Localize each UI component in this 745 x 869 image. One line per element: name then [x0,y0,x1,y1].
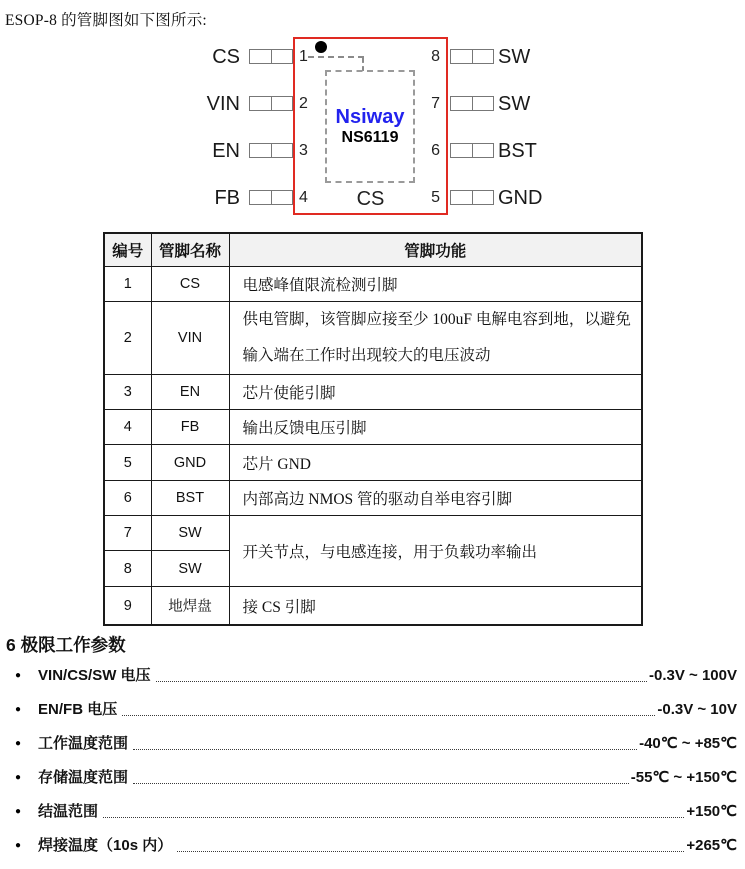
cell-num: 5 [104,445,151,481]
header-function: 管脚功能 [229,233,642,266]
pin-number-2: 2 [299,95,308,112]
limit-item-junction-temp [0,801,745,822]
limit-item-operating-temp [0,733,745,754]
section-heading: 6 极限工作参数 [6,635,126,655]
cell-func: 接 CS 引脚 [229,587,642,625]
dot-leader [177,851,684,852]
cell-name: EN [151,375,229,410]
pin-pad-4 [249,190,293,205]
limit-item-soldering-temp [0,835,745,856]
pin-label-sw7: SW [498,93,531,115]
cell-name: BST [151,481,229,516]
exposed-pad-outline [325,70,415,183]
bullet-icon: ● [15,805,22,817]
pin-pad-6 [450,143,494,158]
pin-pad-5 [450,190,494,205]
table-row [104,445,642,481]
limit-value: +265℃ [686,837,737,854]
cell-num: 6 [104,481,151,516]
cell-func: 供电管脚，该管脚应接至少 100uF 电解电容到地，以避免输入端在工作时出现较大的电压波动 [229,301,642,375]
cell-name: SW [151,551,229,587]
limit-label: VIN/CS/SW 电压 [38,667,151,684]
table-row [104,587,642,625]
pin-function-table [103,232,643,626]
pin-number-1: 1 [299,48,308,65]
part-number: NS6119 [341,128,399,146]
table-row [104,410,642,445]
bullet-icon: ● [15,839,22,851]
pin-label-sw8: SW [498,46,531,68]
table-header-row [104,233,642,266]
cell-func: 芯片使能引脚 [229,375,642,410]
cell-func: 输出反馈电压引脚 [229,410,642,445]
pin-number-5: 5 [431,189,440,206]
pin-pad-3 [249,143,293,158]
pin-number-4: 4 [299,189,308,206]
header-pin-name: 管脚名称 [151,233,229,266]
cell-num: 3 [104,375,151,410]
pin-label-bst: BST [498,140,537,162]
dot-leader [133,749,637,750]
cell-name: VIN [151,301,229,375]
table-row [104,481,642,516]
bullet-icon: ● [15,669,22,681]
pin-number-6: 6 [431,142,440,159]
table-row [104,375,642,410]
pin-pad-8 [450,49,494,64]
pad-net-label: CS [356,188,385,210]
cell-name: CS [151,266,229,301]
dot-leader [133,783,629,784]
limit-label: 焊接温度（10s 内） [38,837,173,854]
pin-number-7: 7 [431,95,440,112]
cell-name: FB [151,410,229,445]
limit-value: -0.3V ~ 100V [649,667,737,684]
dot-leader [156,681,647,682]
pin-label-gnd: GND [498,187,543,209]
limit-value: -0.3V ~ 10V [657,701,737,718]
header-number: 编号 [104,233,151,266]
limits-list [0,665,745,869]
limit-label: EN/FB 电压 [38,701,118,718]
bullet-icon: ● [15,703,22,715]
bullet-icon: ● [15,737,22,749]
cell-num: 1 [104,266,151,301]
cell-num: 9 [104,587,151,625]
cell-name: SW [151,516,229,551]
cell-num: 4 [104,410,151,445]
cell-name: GND [151,445,229,481]
pin-number-8: 8 [431,48,440,65]
pin-label-en: EN [212,140,240,162]
pin-pad-7 [450,96,494,111]
cell-func: 芯片 GND [229,445,642,481]
pin-number-3: 3 [299,142,308,159]
cell-num: 8 [104,551,151,587]
limit-value: +150℃ [686,803,737,820]
table-row [104,266,642,301]
cell-num: 7 [104,516,151,551]
cell-func-merged: 开关节点，与电感连接，用于负载功率输出 [229,516,642,587]
limit-label: 存储温度范围 [38,769,129,786]
limit-value: -40℃ ~ +85℃ [639,735,737,752]
table-row [104,301,642,375]
pin-label-cs: CS [212,46,240,68]
bullet-icon: ● [15,771,22,783]
limit-item-storage-temp [0,767,745,788]
pin-label-fb: FB [214,187,240,209]
limit-label: 结温范围 [38,803,99,820]
limit-item-vin-cs-sw [0,665,745,686]
intro-text: ESOP-8 的管脚图如下图所示: [5,12,207,29]
brand-logo-text: Nsiway [335,105,405,128]
cell-func: 电感峰值限流检测引脚 [229,266,642,301]
pin-label-vin: VIN [206,93,240,115]
table-row [104,516,642,551]
cell-func: 内部高边 NMOS 管的驱动自举电容引脚 [229,481,642,516]
limit-item-en-fb [0,699,745,720]
limit-value: -55℃ ~ +150℃ [630,769,737,786]
limit-label: 工作温度范围 [38,735,129,752]
cell-name: 地焊盘 [151,587,229,625]
pin-pad-1 [249,49,293,64]
cell-num: 2 [104,301,151,375]
dot-leader [122,715,655,716]
dot-leader [103,817,684,818]
pin-pad-2 [249,96,293,111]
